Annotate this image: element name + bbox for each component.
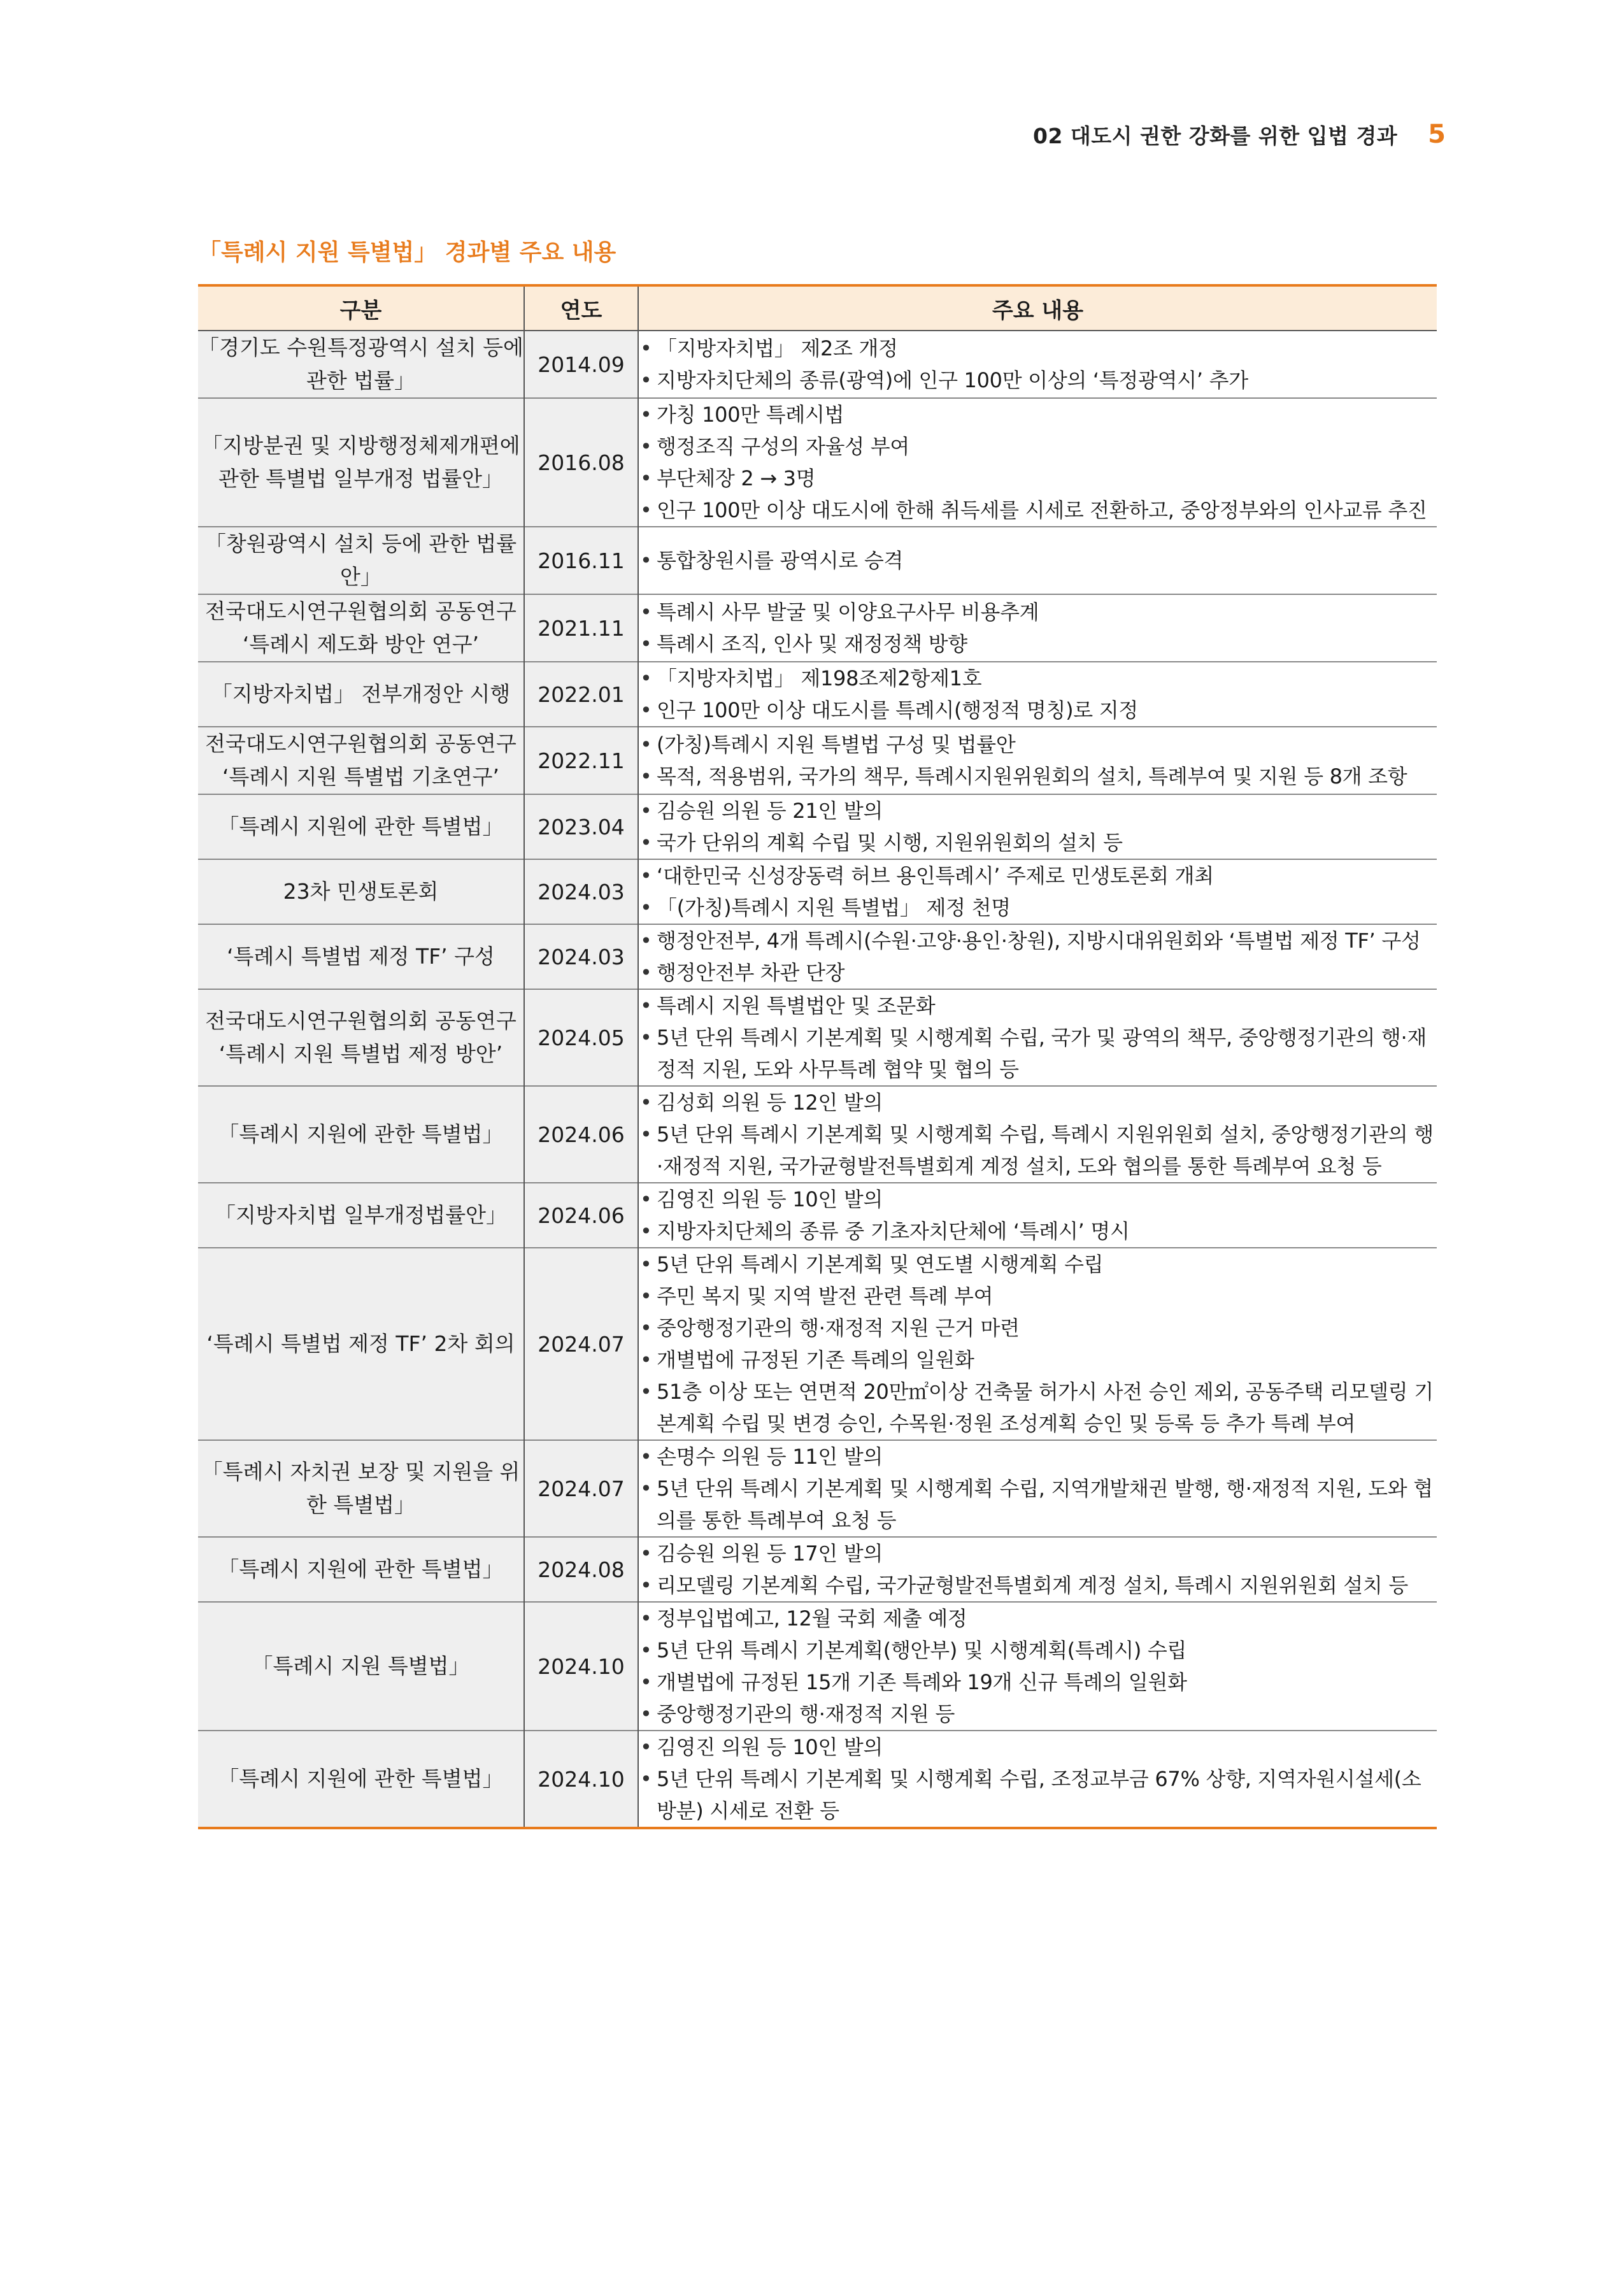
content-list [639,925,1437,989]
list-item: • 주민 복지 및 지역 발전 관련 특례 부여 [639,1280,1437,1312]
table-row [198,1537,1437,1602]
table-row [198,594,1437,662]
table-row [198,727,1437,794]
list-item: • 김승원 의원 등 17인 발의 [639,1538,1437,1569]
row-category: 「창원광역시 설치 등에 관한 법률안」 [198,527,524,594]
page-number: 5 [1428,120,1446,149]
row-content [638,398,1437,527]
content-list [639,1441,1437,1536]
table-title: 「특례시 지원 특별법」 경과별 주요 내용 [198,239,616,266]
row-content [638,331,1437,398]
list-item: • 통합창원시를 광역시로 승격 [639,545,1437,576]
row-year: 2023.04 [524,794,638,859]
row-category: 전국대도시연구원협의회 공동연구 ‘특례시 제도화 방안 연구’ [198,594,524,662]
row-content [638,1183,1437,1248]
list-item: • 리모델링 기본계획 수립, 국가균형발전특별회계 계정 설치, 특례시 지원위원회 설치 등 [639,1569,1437,1601]
list-item: • (가칭)특례시 지원 특별법 구성 및 법률안 [639,729,1437,761]
table-header-row [198,285,1437,331]
list-item: • 특례시 지원 특별법안 및 조문화 [639,990,1437,1022]
row-content [638,662,1437,727]
content-list [639,662,1437,726]
content-list [639,399,1437,526]
row-content [638,859,1437,924]
row-year: 2016.11 [524,527,638,594]
list-item: • 김승원 의원 등 21인 발의 [639,795,1437,827]
row-category: 「경기도 수원특정광역시 설치 등에 관한 법률」 [198,331,524,398]
table-container [198,237,1437,1829]
list-item: • 5년 단위 특례시 기본계획 및 시행계획 수립, 지역개발채권 발행, 행·재정적 지원, 도와 협의를 통한 특례부여 요청 등 [639,1473,1437,1536]
content-list [639,860,1437,924]
row-content [638,594,1437,662]
row-year: 2024.07 [524,1248,638,1440]
list-item: • 중앙행정기관의 행·재정적 지원 근거 마련 [639,1312,1437,1344]
table-row [198,1731,1437,1828]
list-item: • 행정안전부, 4개 특례시(수원·고양·용인·창원), 지방시대위원회와 ‘특별법 제정 TF’ 구성 [639,925,1437,957]
table-row [198,1183,1437,1248]
row-content [638,527,1437,594]
list-item: • 「지방자치법」 제2조 개정 [639,332,1437,364]
list-item: • 국가 단위의 계획 수립 및 시행, 지원위원회의 설치 등 [639,827,1437,859]
row-year: 2024.06 [524,1183,638,1248]
list-item: • 5년 단위 특례시 기본계획(행안부) 및 시행계획(특례시) 수립 [639,1634,1437,1666]
list-item: • 5년 단위 특례시 기본계획 및 시행계획 수립, 특례시 지원위원회 설치, 중앙행정기관의 행·재정적 지원, 국가균형발전특별회계 계정 설치, 도와 협의를 통한 특례부여 요청 등 [639,1118,1437,1182]
table-row [198,331,1437,398]
content-list [639,332,1437,396]
row-content [638,1086,1437,1183]
list-item: • ‘대한민국 신성장동력 허브 용인특례시’ 주제로 민생토론회 개최 [639,860,1437,892]
row-category: ‘특례시 특별법 제정 TF’ 2차 회의 [198,1248,524,1440]
row-year: 2024.03 [524,924,638,989]
row-category: 「특례시 지원 특별법」 [198,1602,524,1731]
list-item: • 인구 100만 이상 대도시를 특례시(행정적 명칭)로 지정 [639,694,1437,726]
column-header-content: 주요 내용 [638,285,1437,331]
content-list [639,596,1437,660]
content-list [639,729,1437,792]
table-row [198,794,1437,859]
row-category: 23차 민생토론회 [198,859,524,924]
row-year: 2016.08 [524,398,638,527]
table-body [198,331,1437,1828]
row-year: 2024.10 [524,1731,638,1828]
list-item: • 행정조직 구성의 자율성 부여 [639,431,1437,462]
content-list [639,1538,1437,1601]
content-list [639,1183,1437,1247]
list-item: • 특례시 사무 발굴 및 이양요구사무 비용추계 [639,596,1437,628]
row-year: 2014.09 [524,331,638,398]
row-category: 「특례시 지원에 관한 특별법」 [198,1537,524,1602]
row-category: 「특례시 지원에 관한 특별법」 [198,794,524,859]
list-item: • 부단체장 2 → 3명 [639,462,1437,494]
list-item: • 5년 단위 특례시 기본계획 및 연도별 시행계획 수립 [639,1248,1437,1280]
list-item: • 김영진 의원 등 10인 발의 [639,1183,1437,1215]
content-list [639,1603,1437,1730]
row-category: 「지방자치법 일부개정법률안」 [198,1183,524,1248]
row-year: 2024.03 [524,859,638,924]
row-content [638,1537,1437,1602]
content-list [639,990,1437,1085]
list-item: • 특례시 조직, 인사 및 재정정책 방향 [639,628,1437,660]
list-item: • 김성회 의원 등 12인 발의 [639,1087,1437,1118]
list-item: • 중앙행정기관의 행·재정적 지원 등 [639,1698,1437,1730]
legislation-progress-table [198,284,1437,1829]
row-content [638,794,1437,859]
row-content [638,1602,1437,1731]
row-year: 2024.10 [524,1602,638,1731]
table-row [198,924,1437,989]
list-item: • 지방자치단체의 종류(광역)에 인구 100만 이상의 ‘특정광역시’ 추가 [639,364,1437,396]
row-category: 「지방분권 및 지방행정체제개편에 관한 특별법 일부개정 법률안」 [198,398,524,527]
page-header [178,118,1446,150]
table-row [198,1440,1437,1537]
row-category: 전국대도시연구원협의회 공동연구 ‘특례시 지원 특별법 기초연구’ [198,727,524,794]
row-content [638,727,1437,794]
row-year: 2022.01 [524,662,638,727]
content-list [639,545,1437,576]
list-item: • 개별법에 규정된 기존 특례의 일원화 [639,1344,1437,1376]
row-category: ‘특례시 특별법 제정 TF’ 구성 [198,924,524,989]
row-category: 「특례시 자치권 보장 및 지원을 위한 특별법」 [198,1440,524,1537]
table-row [198,527,1437,594]
content-list [639,795,1437,859]
row-category: 전국대도시연구원협의회 공동연구 ‘특례시 지원 특별법 제정 방안’ [198,989,524,1086]
list-item: • 김영진 의원 등 10인 발의 [639,1731,1437,1763]
header-section-title: 02 대도시 권한 강화를 위한 입법 경과 [1033,123,1398,148]
list-item: • 5년 단위 특례시 기본계획 및 시행계획 수립, 조정교부금 67% 상향, 지역자원시설세(소방분) 시세로 전환 등 [639,1763,1437,1827]
list-item: • 「지방자치법」 제198조제2항제1호 [639,662,1437,694]
row-category: 「특례시 지원에 관한 특별법」 [198,1731,524,1828]
list-item: • 행정안전부 차관 단장 [639,957,1437,989]
list-item: • 「(가칭)특례시 지원 특별법」 제정 천명 [639,892,1437,924]
list-item: • 가칭 100만 특례시법 [639,399,1437,431]
list-item: • 목적, 적용범위, 국가의 책무, 특례시지원위원회의 설치, 특례부여 및 지원 등 8개 조항 [639,761,1437,792]
content-list [639,1248,1437,1439]
column-header-year: 연도 [524,285,638,331]
row-year: 2022.11 [524,727,638,794]
table-row [198,859,1437,924]
row-content [638,924,1437,989]
row-year: 2024.08 [524,1537,638,1602]
content-list [639,1731,1437,1827]
row-year: 2024.07 [524,1440,638,1537]
list-item: • 개별법에 규정된 15개 기존 특례와 19개 신규 특례의 일원화 [639,1666,1437,1698]
content-list [639,1087,1437,1182]
row-year: 2024.05 [524,989,638,1086]
list-item: • 지방자치단체의 종류 중 기초자치단체에 ‘특례시’ 명시 [639,1215,1437,1247]
table-row [198,1602,1437,1731]
row-content [638,1440,1437,1537]
row-category: 「지방자치법」 전부개정안 시행 [198,662,524,727]
row-content [638,1248,1437,1440]
row-year: 2021.11 [524,594,638,662]
list-item: • 손명수 의원 등 11인 발의 [639,1441,1437,1473]
row-content [638,1731,1437,1828]
row-year: 2024.06 [524,1086,638,1183]
list-item: • 5년 단위 특례시 기본계획 및 시행계획 수립, 국가 및 광역의 책무, 중앙행정기관의 행·재정적 지원, 도와 사무특례 협약 및 협의 등 [639,1022,1437,1085]
row-content [638,989,1437,1086]
table-row [198,1248,1437,1440]
list-item: • 인구 100만 이상 대도시에 한해 취득세를 시세로 전환하고, 중앙정부와의 인사교류 추진 [639,494,1437,526]
table-row [198,662,1437,727]
column-header-category: 구분 [198,285,524,331]
table-row [198,398,1437,527]
list-item: • 51층 이상 또는 연면적 20만㎡이상 건축물 허가시 사전 승인 제외, 공동주택 리모델링 기본계획 수립 및 변경 승인, 수목원·정원 조성계획 승인 및 등록 등 추가 특례 부여 [639,1376,1437,1439]
table-row [198,1086,1437,1183]
row-category: 「특례시 지원에 관한 특별법」 [198,1086,524,1183]
table-row [198,989,1437,1086]
list-item: • 정부입법예고, 12월 국회 제출 예정 [639,1603,1437,1634]
